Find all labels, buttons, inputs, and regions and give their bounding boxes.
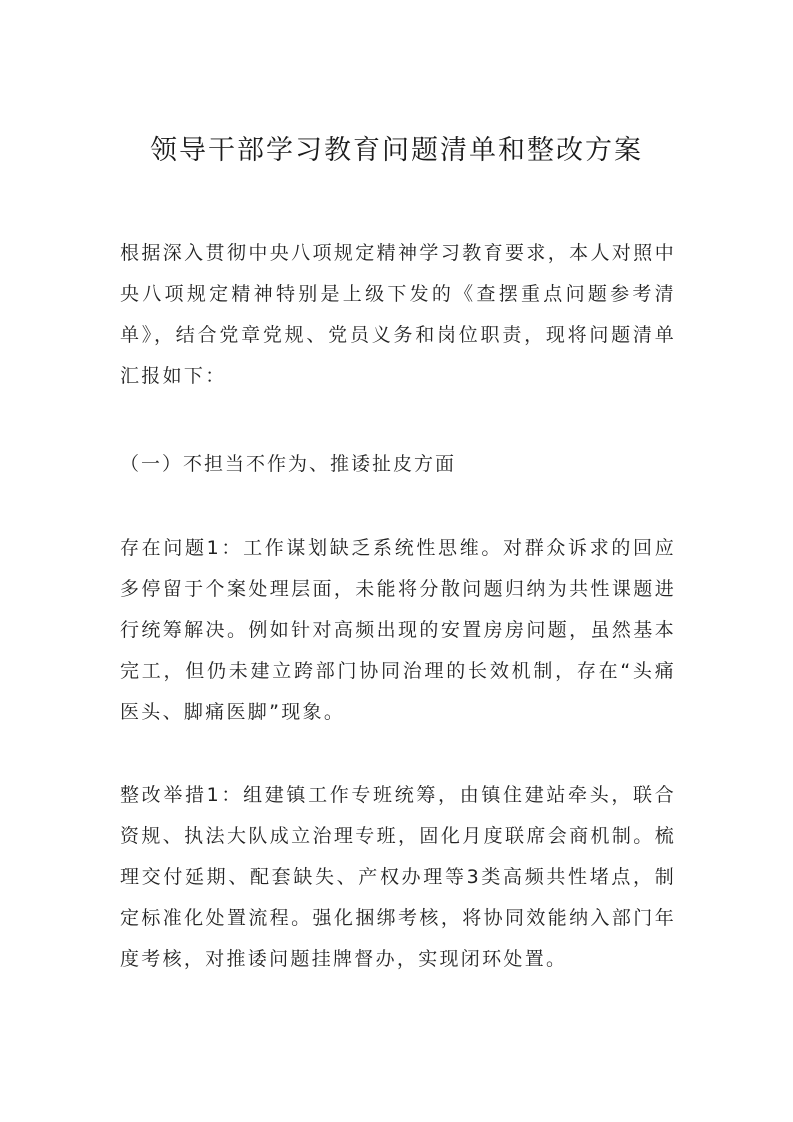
document-title: 领导干部学习教育问题清单和整改方案	[150, 135, 643, 166]
problem-paragraph: 存在问题1：工作谋划缺乏系统性思维。对群众诉求的回应多停留于个案处理层面，未能将分散问题归纳为共性课题进行统筹解决。例如针对高频出现的安置房房问题，虽然基本完工，但仍未建立跨部门协同治理的长效机制，存在“头痛医头、脚痛医脚”现象。	[120, 537, 676, 723]
measure-paragraph: 整改举措1：组建镇工作专班统筹，由镇住建站牵头，联合资规、执法大队成立治理专班，固化月度联席会商机制。梳理交付延期、配套缺失、产权办理等3类高频共性堵点，制定标准化处置流程。强化捆绑考核，将协同效能纳入部门年度考核，对推诿问题挂牌督办，实现闭环处置。	[120, 784, 676, 970]
intro-paragraph: 根据深入贯彻中央八项规定精神学习教育要求，本人对照中央八项规定精神特别是上级下发的《查摆重点问题参考清单》，结合党章党规、党员义务和岗位职责，现将问题清单汇报如下：	[120, 242, 676, 387]
section-heading: （一）不担当不作为、推诿扯皮方面	[120, 453, 457, 475]
